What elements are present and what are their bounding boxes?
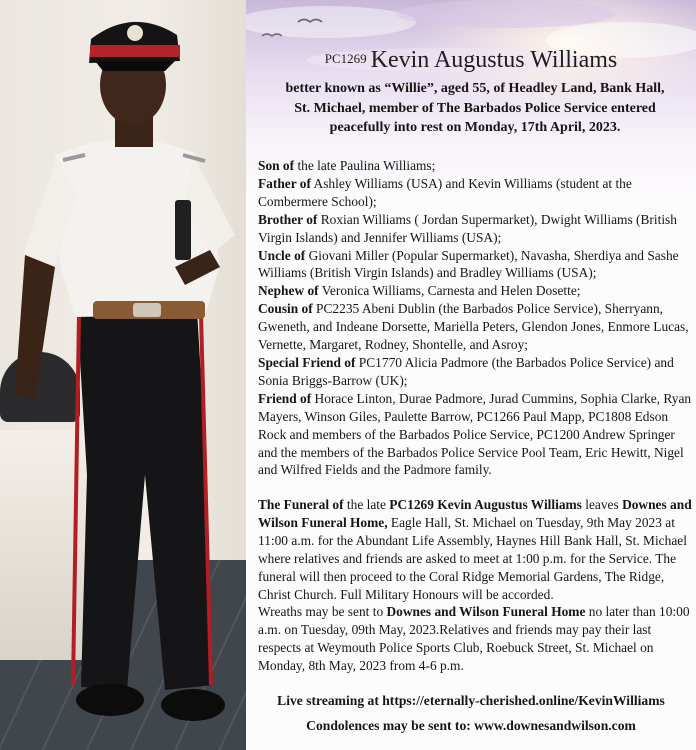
- relative-label: Uncle of: [258, 247, 306, 263]
- relative-text: Veronica Williams, Carnesta and Helen Dosette;: [318, 283, 581, 299]
- relative-entry: [258, 300, 694, 354]
- relative-entry: [258, 175, 694, 211]
- relative-entry: [258, 247, 694, 283]
- officer-photo: [0, 0, 246, 750]
- relative-text: PC2235 Abeni Dublin (the Barbados Police Service), Sherryann, Gweneth, and Indeane Dorsette, Mariella Peters, Glendon Jones, Enmore Lucas, Vernette, Margaret, Rodney, Shontelle, and Asroy;: [258, 301, 689, 353]
- deceased-name: Kevin Augustus Williams: [370, 47, 618, 73]
- relative-entry: [258, 390, 694, 480]
- wreaths-paragraph: [258, 603, 694, 675]
- relative-text: Roxian Williams ( Jordan Supermarket), Dwight Williams (British Virgin Islands) and Jennifer Williams (USA);: [258, 211, 677, 245]
- funeral-text: Eagle Hall, St. Michael on Tuesday, 9th May 2023 at 11:00 a.m. for the Abundant Life Assembly, Haynes Hill Bank Hall, St. Michael where relatives and friends are asked to meet at 1:00 p.m. for the Service. The funeral will then proceed to the Coral Ridge Memorial Gardens, The Ridge, Christ Church. Full Military Honours will be accorded.: [258, 514, 687, 602]
- officer-rank: PC1269: [324, 51, 367, 66]
- relative-label: Brother of: [258, 211, 318, 227]
- relative-label: Friend of: [258, 390, 312, 406]
- relative-label: Special Friend of: [258, 354, 356, 370]
- wreaths-text: no later than 10:00 a.m. on Tuesday, 09th May, 2023.Relatives and friends may pay their last respects at Weymouth Police Sports Club, Roebuck Street, St. Michael on Monday, 8th May, 2023 from 4-6 p.m.: [258, 604, 690, 674]
- funeral-lead: The Funeral of: [258, 497, 344, 512]
- relative-text: Ashley Williams (USA) and Kevin Williams (student at the Combermere School);: [258, 175, 632, 209]
- relative-entry: [258, 354, 694, 390]
- live-streaming-link[interactable]: Live streaming at https://eternally-cherished.online/KevinWilliams: [277, 693, 665, 708]
- funeral-home-name: Downes and Wilson Funeral Home: [386, 604, 586, 620]
- relative-label: Cousin of: [258, 301, 313, 317]
- funeral-paragraph: [258, 496, 694, 603]
- funeral-deceased-name: PC1269 Kevin Augustus Williams: [389, 497, 582, 512]
- relatives-list: [258, 157, 694, 479]
- relative-text: PC1770 Alicia Padmore (the Barbados Police Service) and Sonia Briggs-Barrow (UK);: [258, 354, 674, 388]
- intro-line: St. Michael, member of The Barbados Police Service entered: [294, 100, 656, 116]
- funeral-text: leaves: [581, 497, 623, 512]
- relative-label: Nephew of: [258, 283, 319, 299]
- relative-label: Son of: [258, 158, 295, 173]
- relative-text: the late Paulina Williams;: [294, 158, 436, 173]
- intro-line: better known as “Willie”, aged 55, of Headley Land, Bank Hall,: [285, 81, 665, 96]
- intro-line: peacefully into rest on Monday, 17th April, 2023.: [329, 120, 621, 135]
- relative-entry: [258, 211, 694, 247]
- funeral-text: the late: [343, 497, 390, 512]
- relative-entry: [258, 282, 694, 300]
- deceased-title: [246, 47, 696, 74]
- condolences-link[interactable]: Condolences may be sent to: www.downesandwilson.com: [306, 718, 636, 733]
- obituary-text-panel: [246, 0, 696, 750]
- relative-text: Horace Linton, Durae Padmore, Jurad Cummins, Sophia Clarke, Ryan Mayers, Winson Giles, Paulette Barrow, PC1266 Paul Mapp, PC1808 Edson Rock and members of the Barbados Police Service, PC1200 Andrew Springer and the members of the Barbados Police Service Pool Team, Eric Hewitt, Nigel and Wilfred Fields and the Padmore family.: [258, 390, 692, 478]
- intro-paragraph: [256, 79, 694, 138]
- relative-label: Father of: [258, 175, 311, 191]
- relative-text: Giovani Miller (Popular Supermarket), Navasha, Sherdiya and Sashe Williams (British Virgin Islands) and Bradley Williams (USA);: [258, 247, 679, 281]
- officer-figure-icon: [15, 5, 245, 750]
- funeral-home-name: Downes and Wilson Funeral Home,: [258, 497, 692, 530]
- funeral-details: [258, 496, 694, 675]
- wreaths-text: Wreaths may be sent to: [258, 604, 387, 620]
- relative-entry: [258, 157, 694, 175]
